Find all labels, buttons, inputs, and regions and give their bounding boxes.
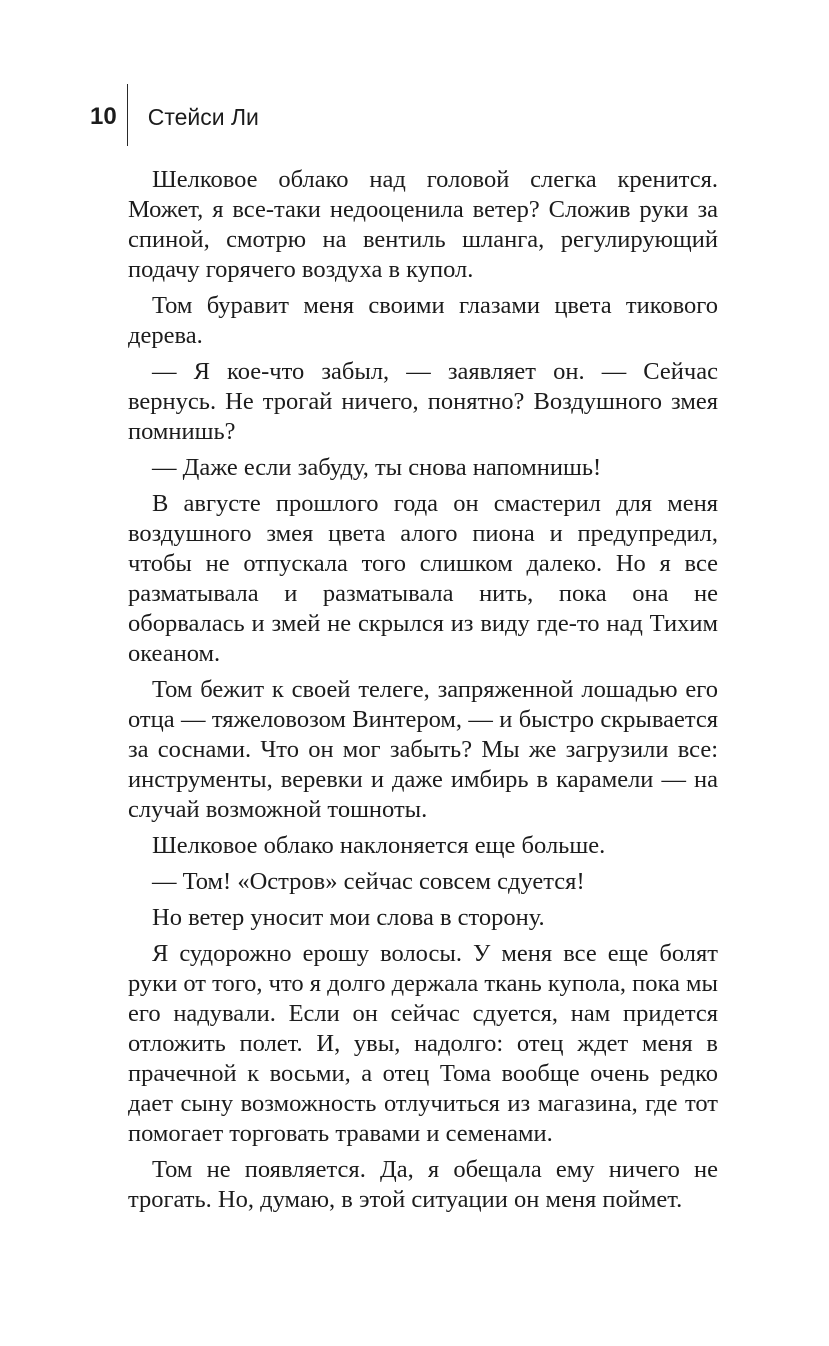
author-name: Стейси Ли	[147, 103, 259, 130]
paragraph: — Том! «Остров» сейчас совсем сдуется!	[152, 868, 585, 895]
page-number: 10	[90, 103, 117, 130]
paragraph: — Даже если забуду, ты снова напомнишь!	[152, 454, 602, 481]
paragraph: Том не появляется. Да, я обещала ему ничего не трогать. Но, думаю, в этой ситуации он меня поймет.	[128, 1156, 718, 1213]
paragraph: — Я кое-что забыл, — заявляет он. — Сейчас вернусь. Не трогай ничего, понятно? Воздушного змея помнишь?	[128, 358, 718, 445]
paragraph: Том бежит к своей телеге, запряженной лошадью его отца — тяжеловозом Винтером, — и быстро скрывается за соснами. Что он мог забыть? Мы же загрузили все: инструменты, веревки и даже имбирь в карамели — на случай возможной тошноты.	[128, 676, 718, 823]
body-text	[128, 165, 718, 1221]
paragraph: Шелковое облако наклоняется еще больше.	[152, 832, 606, 859]
paragraph: Шелковое облако над головой слегка кренится. Может, я все-таки недооценила ветер? Сложив руки за спиной, смотрю на вентиль шланга, регулирующий подачу горячего воздуха в купол.	[128, 166, 718, 283]
paragraph: Том буравит меня своими глазами цвета тикового дерева.	[128, 292, 718, 349]
paragraph: Я судорожно ерошу волосы. У меня все еще болят руки от того, что я долго держала ткань купола, пока мы его надували. Если он сейчас сдуется, нам придется отложить полет. И, увы, надолго: отец ждет меня в прачечной к восьми, а отец Тома вообще очень редко дает сыну возможность отлучиться из магазина, где тот помогает торговать травами и семенами.	[128, 940, 718, 1147]
paragraph: В августе прошлого года он смастерил для меня воздушного змея цвета алого пиона и предупредил, чтобы не отпускала того слишком далеко. Но я все разматывала и разматывала нить, пока она не оборвалась и змей не скрылся из виду где-то над Тихим океаном.	[128, 490, 718, 667]
paragraph: Но ветер уносит мои слова в сторону.	[152, 904, 545, 931]
running-head	[90, 92, 259, 142]
